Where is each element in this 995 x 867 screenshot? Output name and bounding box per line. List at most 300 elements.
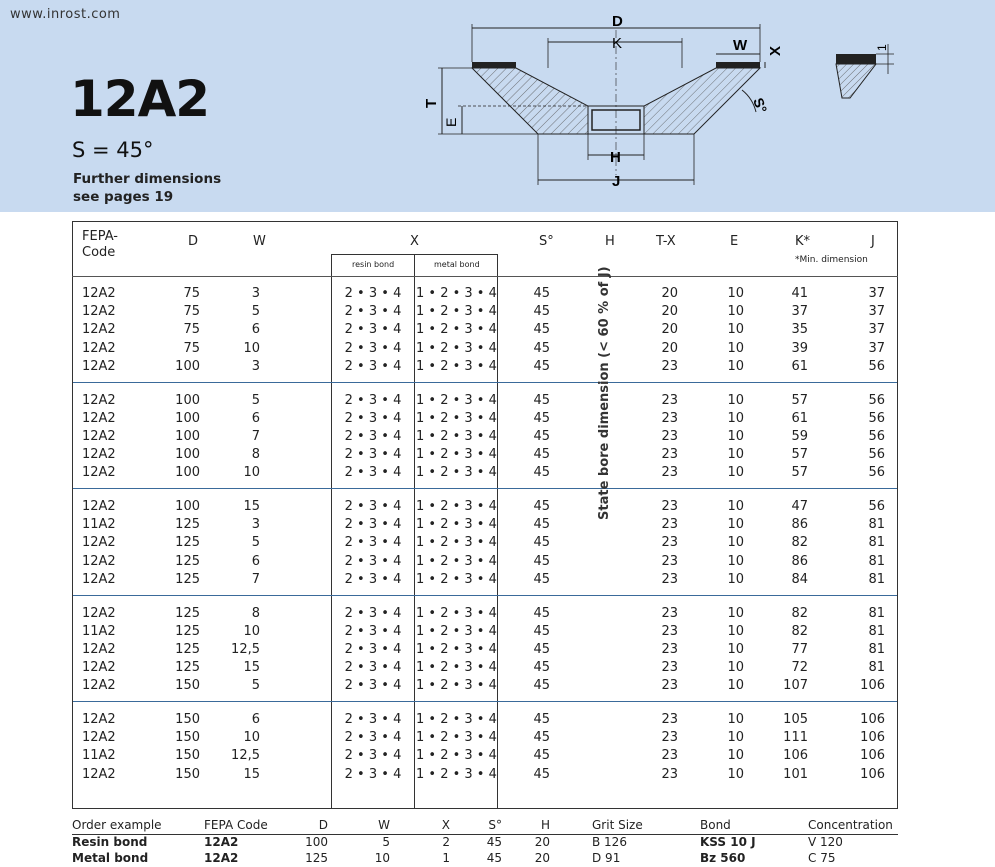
- cell-e: 10: [727, 286, 744, 301]
- cell-fepa-code: 12A2: [82, 322, 116, 338]
- col-d: D: [188, 234, 199, 249]
- cell-fepa-code: 12A2: [82, 660, 116, 676]
- cell-tx: 23: [661, 553, 678, 569]
- order-cell: Bz 560: [700, 851, 746, 865]
- cell-k: 84: [791, 571, 808, 587]
- cell-fepa-code: 11A2: [82, 517, 116, 533]
- order-cell: 100: [305, 835, 328, 849]
- group-divider: [73, 595, 897, 596]
- cell-x-metal: 1 • 2 • 3 • 4: [416, 678, 497, 694]
- cell-fepa-code: 12A2: [82, 712, 116, 727]
- cell-k: 106: [783, 748, 808, 764]
- cell-fepa-code: 11A2: [82, 748, 116, 764]
- page-title: 12A2: [70, 70, 210, 128]
- order-cell: 2: [442, 835, 450, 849]
- cell-k: 82: [791, 535, 808, 551]
- cell-fepa-code: 12A2: [82, 410, 116, 426]
- order-cell: D 91: [592, 851, 621, 865]
- cell-e: 10: [727, 392, 744, 408]
- cell-s: 45: [533, 428, 550, 444]
- label-j: J: [612, 173, 621, 190]
- cell-x-metal: 1 • 2 • 3 • 4: [416, 428, 497, 444]
- cell-j: 81: [868, 605, 885, 621]
- cell-x-metal: 1 • 2 • 3 • 4: [416, 641, 497, 657]
- cell-e: 10: [727, 623, 744, 639]
- cell-w: 6: [251, 553, 260, 569]
- label-one: 1: [875, 44, 889, 51]
- cell-s: 45: [533, 571, 550, 587]
- order-header: Grit Size: [592, 818, 643, 832]
- cell-x-metal: 1 • 2 • 3 • 4: [416, 286, 497, 301]
- cell-k: 41: [791, 286, 808, 301]
- cell-s: 45: [533, 730, 550, 746]
- cell-x-resin: 2 • 3 • 4: [344, 465, 402, 481]
- cell-tx: 23: [661, 660, 678, 676]
- cell-j: 81: [868, 571, 885, 587]
- cell-j: 56: [868, 447, 885, 463]
- cell-s: 45: [533, 304, 550, 320]
- cell-j: 37: [868, 286, 885, 301]
- cell-x-metal: 1 • 2 • 3 • 4: [416, 571, 497, 587]
- cell-x-metal: 1 • 2 • 3 • 4: [416, 535, 497, 551]
- cell-k: 59: [791, 428, 808, 444]
- cell-fepa-code: 11A2: [82, 623, 116, 639]
- cell-d: 125: [175, 571, 200, 587]
- col-fepa-line2: Code: [82, 245, 116, 260]
- cell-e: 10: [727, 535, 744, 551]
- cell-x-metal: 1 • 2 • 3 • 4: [416, 517, 497, 533]
- cell-x-resin: 2 • 3 • 4: [344, 748, 402, 764]
- cell-s: 45: [533, 660, 550, 676]
- cell-x-resin: 2 • 3 • 4: [344, 535, 402, 551]
- cell-tx: 23: [661, 571, 678, 587]
- cell-k: 57: [791, 447, 808, 463]
- cell-j: 106: [860, 730, 885, 746]
- cell-x-metal: 1 • 2 • 3 • 4: [416, 447, 497, 463]
- cell-x-metal: 1 • 2 • 3 • 4: [416, 340, 497, 356]
- cell-d: 150: [175, 678, 200, 694]
- cell-x-metal: 1 • 2 • 3 • 4: [416, 358, 497, 374]
- order-cell: Resin bond: [72, 835, 148, 849]
- cell-x-metal: 1 • 2 • 3 • 4: [416, 712, 497, 727]
- cell-k: 107: [783, 678, 808, 694]
- cell-s: 45: [533, 322, 550, 338]
- group-divider: [73, 382, 897, 383]
- order-cell: V 120: [808, 835, 843, 849]
- cell-tx: 23: [661, 465, 678, 481]
- col-x: X: [410, 234, 419, 249]
- group-divider: [73, 701, 897, 702]
- cell-tx: 23: [661, 748, 678, 764]
- order-cell: C 75: [808, 851, 836, 865]
- order-header: FEPA Code: [204, 818, 268, 832]
- order-cell: 20: [534, 835, 550, 849]
- cell-tx: 23: [661, 358, 678, 374]
- cell-s: 45: [533, 358, 550, 374]
- cell-w: 5: [251, 304, 260, 320]
- cell-s: 45: [533, 641, 550, 657]
- cell-tx: 23: [661, 623, 678, 639]
- cell-e: 10: [727, 322, 744, 338]
- cell-x-resin: 2 • 3 • 4: [344, 340, 402, 356]
- cell-x-metal: 1 • 2 • 3 • 4: [416, 304, 497, 320]
- cell-tx: 23: [661, 428, 678, 444]
- order-header: D: [318, 818, 328, 832]
- cell-e: 10: [727, 517, 744, 533]
- col-fepa-line1: FEPA-: [82, 229, 118, 244]
- cell-j: 37: [868, 322, 885, 338]
- cell-w: 7: [251, 428, 260, 444]
- cell-s: 45: [533, 465, 550, 481]
- cell-e: 10: [727, 447, 744, 463]
- order-header: Bond: [700, 818, 731, 832]
- cell-s: 45: [533, 535, 550, 551]
- cell-w: 3: [251, 517, 260, 533]
- cell-d: 100: [175, 428, 200, 444]
- cell-fepa-code: 12A2: [82, 730, 116, 746]
- cell-w: 12,5: [231, 748, 260, 764]
- col-e: E: [730, 234, 739, 249]
- cell-d: 100: [175, 465, 200, 481]
- cell-w: 7: [251, 571, 260, 587]
- cell-s: 45: [533, 766, 550, 782]
- cell-fepa-code: 12A2: [82, 358, 116, 374]
- cell-s: 45: [533, 392, 550, 408]
- cell-s: 45: [533, 748, 550, 764]
- group-divider: [73, 488, 897, 489]
- cell-d: 125: [175, 553, 200, 569]
- header-divider: [72, 276, 898, 277]
- cell-w: 15: [243, 660, 260, 676]
- cell-d: 125: [175, 641, 200, 657]
- cell-x-resin: 2 • 3 • 4: [344, 641, 402, 657]
- cell-s: 45: [533, 286, 550, 301]
- cell-j: 106: [860, 678, 885, 694]
- cell-e: 10: [727, 678, 744, 694]
- cell-x-metal: 1 • 2 • 3 • 4: [416, 410, 497, 426]
- cell-fepa-code: 12A2: [82, 465, 116, 481]
- label-w: W: [733, 37, 748, 54]
- cell-j: 81: [868, 660, 885, 676]
- cell-w: 3: [251, 286, 260, 301]
- cell-e: 10: [727, 712, 744, 727]
- label-h: H: [610, 149, 621, 166]
- cell-fepa-code: 12A2: [82, 304, 116, 320]
- cell-x-resin: 2 • 3 • 4: [344, 730, 402, 746]
- order-header: W: [378, 818, 390, 832]
- order-header: Concentration: [808, 818, 893, 832]
- cell-k: 47: [791, 499, 808, 514]
- order-cell: 10: [374, 851, 390, 865]
- cell-tx: 20: [661, 286, 678, 301]
- cell-k: 86: [791, 553, 808, 569]
- abrasive-layer-detail-diagram: [828, 40, 898, 100]
- cell-fepa-code: 12A2: [82, 286, 116, 301]
- cell-x-resin: 2 • 3 • 4: [344, 322, 402, 338]
- cell-k: 111: [783, 730, 808, 746]
- cell-fepa-code: 12A2: [82, 428, 116, 444]
- label-d: D: [612, 13, 623, 30]
- cell-x-resin: 2 • 3 • 4: [344, 392, 402, 408]
- further-line-1: Further dimensions: [73, 171, 222, 187]
- wheel-cross-section-diagram: [420, 10, 800, 190]
- cell-j: 81: [868, 553, 885, 569]
- cell-tx: 20: [661, 340, 678, 356]
- cell-d: 100: [175, 499, 200, 514]
- cell-w: 6: [251, 410, 260, 426]
- cell-x-resin: 2 • 3 • 4: [344, 571, 402, 587]
- label-e: E: [443, 117, 459, 127]
- cell-fepa-code: 12A2: [82, 678, 116, 694]
- x-col-right-border: [497, 254, 498, 809]
- further-dimensions-note: [73, 170, 221, 206]
- order-cell: 12A2: [204, 835, 239, 849]
- cell-x-metal: 1 • 2 • 3 • 4: [416, 623, 497, 639]
- cell-x-metal: 1 • 2 • 3 • 4: [416, 766, 497, 782]
- x-col-divider: [414, 254, 415, 809]
- vertical-bore-note: State bore dimension (< 60 % of J): [597, 266, 612, 520]
- cell-e: 10: [727, 499, 744, 514]
- cell-tx: 23: [661, 678, 678, 694]
- cell-e: 10: [727, 410, 744, 426]
- order-cell: 20: [534, 851, 550, 865]
- cell-tx: 20: [661, 322, 678, 338]
- cell-d: 75: [183, 322, 200, 338]
- cell-x-resin: 2 • 3 • 4: [344, 623, 402, 639]
- col-h: H: [605, 234, 615, 249]
- label-t: T: [423, 98, 440, 108]
- cell-d: 75: [183, 286, 200, 301]
- cell-d: 125: [175, 605, 200, 621]
- cell-k: 57: [791, 392, 808, 408]
- order-cell: B 126: [592, 835, 627, 849]
- cell-j: 81: [868, 641, 885, 657]
- order-cell: 12A2: [204, 851, 239, 865]
- cell-tx: 23: [661, 499, 678, 514]
- cell-x-resin: 2 • 3 • 4: [344, 499, 402, 514]
- order-cell: 1: [442, 851, 450, 865]
- cell-s: 45: [533, 605, 550, 621]
- order-header: Order example: [72, 818, 162, 832]
- label-k: K: [612, 35, 623, 52]
- cell-d: 100: [175, 392, 200, 408]
- col-tx: T-X: [656, 234, 676, 249]
- cell-s: 45: [533, 499, 550, 514]
- cell-k: 86: [791, 517, 808, 533]
- cell-e: 10: [727, 304, 744, 320]
- cell-k: 61: [791, 410, 808, 426]
- cell-fepa-code: 12A2: [82, 553, 116, 569]
- cell-x-resin: 2 • 3 • 4: [344, 428, 402, 444]
- cell-x-resin: 2 • 3 • 4: [344, 678, 402, 694]
- cell-k: 37: [791, 304, 808, 320]
- cell-x-metal: 1 • 2 • 3 • 4: [416, 465, 497, 481]
- cell-k: 101: [783, 766, 808, 782]
- cell-s: 45: [533, 623, 550, 639]
- cell-e: 10: [727, 358, 744, 374]
- cell-tx: 23: [661, 605, 678, 621]
- cell-fepa-code: 12A2: [82, 447, 116, 463]
- cell-e: 10: [727, 340, 744, 356]
- cell-tx: 23: [661, 517, 678, 533]
- site-url: www.inrost.com: [10, 7, 121, 22]
- order-header: S°: [488, 818, 502, 832]
- cell-x-resin: 2 • 3 • 4: [344, 553, 402, 569]
- order-cell: KSS 10 J: [700, 835, 756, 849]
- cell-j: 56: [868, 392, 885, 408]
- col-w: W: [253, 234, 266, 249]
- further-line-2: see pages 19: [73, 189, 174, 205]
- cell-w: 6: [251, 712, 260, 727]
- col-j: J: [871, 234, 875, 249]
- cell-x-metal: 1 • 2 • 3 • 4: [416, 322, 497, 338]
- cell-k: 72: [791, 660, 808, 676]
- cell-d: 100: [175, 358, 200, 374]
- cell-e: 10: [727, 766, 744, 782]
- cell-tx: 23: [661, 392, 678, 408]
- order-cell: Metal bond: [72, 851, 149, 865]
- cell-s: 45: [533, 410, 550, 426]
- cell-tx: 23: [661, 730, 678, 746]
- cell-x-resin: 2 • 3 • 4: [344, 712, 402, 727]
- cell-x-metal: 1 • 2 • 3 • 4: [416, 730, 497, 746]
- cell-fepa-code: 12A2: [82, 571, 116, 587]
- cell-k: 105: [783, 712, 808, 727]
- subhead-metal-bond: metal bond: [434, 260, 480, 269]
- cell-x-resin: 2 • 3 • 4: [344, 447, 402, 463]
- cell-w: 15: [243, 766, 260, 782]
- x-col-left-border: [331, 254, 332, 809]
- cell-d: 150: [175, 730, 200, 746]
- cell-x-metal: 1 • 2 • 3 • 4: [416, 499, 497, 514]
- cell-x-resin: 2 • 3 • 4: [344, 286, 402, 301]
- cell-x-metal: 1 • 2 • 3 • 4: [416, 553, 497, 569]
- cell-x-resin: 2 • 3 • 4: [344, 605, 402, 621]
- cell-j: 81: [868, 623, 885, 639]
- cell-x-resin: 2 • 3 • 4: [344, 358, 402, 374]
- cell-s: 45: [533, 553, 550, 569]
- cell-s: 45: [533, 678, 550, 694]
- cell-d: 125: [175, 660, 200, 676]
- cell-tx: 23: [661, 766, 678, 782]
- cell-w: 10: [243, 465, 260, 481]
- cell-fepa-code: 12A2: [82, 499, 116, 514]
- cell-j: 106: [860, 712, 885, 727]
- cell-tx: 23: [661, 535, 678, 551]
- cell-fepa-code: 12A2: [82, 535, 116, 551]
- cell-x-resin: 2 • 3 • 4: [344, 304, 402, 320]
- cell-j: 37: [868, 304, 885, 320]
- cell-k: 35: [791, 322, 808, 338]
- cell-k: 61: [791, 358, 808, 374]
- cell-e: 10: [727, 605, 744, 621]
- cell-w: 15: [243, 499, 260, 514]
- cell-j: 56: [868, 410, 885, 426]
- k-footnote: *Min. dimension: [795, 255, 868, 265]
- cell-d: 100: [175, 447, 200, 463]
- cell-w: 10: [243, 730, 260, 746]
- cell-fepa-code: 12A2: [82, 392, 116, 408]
- cell-d: 125: [175, 517, 200, 533]
- cell-fepa-code: 12A2: [82, 340, 116, 356]
- cell-e: 10: [727, 730, 744, 746]
- cell-s: 45: [533, 447, 550, 463]
- cell-x-metal: 1 • 2 • 3 • 4: [416, 392, 497, 408]
- cell-x-resin: 2 • 3 • 4: [344, 410, 402, 426]
- order-header: X: [441, 818, 450, 832]
- label-s: S°: [750, 95, 771, 116]
- cell-e: 10: [727, 641, 744, 657]
- cell-k: 77: [791, 641, 808, 657]
- order-cell: 5: [382, 835, 390, 849]
- order-cell: 45: [486, 835, 502, 849]
- cell-j: 106: [860, 748, 885, 764]
- cell-j: 37: [868, 340, 885, 356]
- cell-k: 82: [791, 605, 808, 621]
- cell-k: 57: [791, 465, 808, 481]
- order-cell: 45: [486, 851, 502, 865]
- cell-j: 56: [868, 428, 885, 444]
- cell-w: 8: [251, 605, 260, 621]
- cell-fepa-code: 12A2: [82, 766, 116, 782]
- cell-tx: 23: [661, 447, 678, 463]
- cell-j: 56: [868, 465, 885, 481]
- cell-x-resin: 2 • 3 • 4: [344, 766, 402, 782]
- cell-d: 75: [183, 340, 200, 356]
- cell-d: 150: [175, 712, 200, 727]
- cell-d: 125: [175, 535, 200, 551]
- cell-fepa-code: 12A2: [82, 605, 116, 621]
- cell-j: 56: [868, 358, 885, 374]
- cell-w: 10: [243, 340, 260, 356]
- order-cell: 125: [305, 851, 328, 865]
- cell-d: 100: [175, 410, 200, 426]
- cell-s: 45: [533, 517, 550, 533]
- cell-w: 8: [251, 447, 260, 463]
- cell-s: 45: [533, 712, 550, 727]
- cell-e: 10: [727, 428, 744, 444]
- label-x: X: [767, 45, 784, 56]
- cell-w: 5: [251, 535, 260, 551]
- cell-tx: 23: [661, 641, 678, 657]
- cell-e: 10: [727, 660, 744, 676]
- col-fepa-code: [82, 229, 118, 261]
- cell-tx: 23: [661, 410, 678, 426]
- subhead-resin-bond: resin bond: [352, 260, 395, 269]
- cell-j: 56: [868, 499, 885, 514]
- cell-w: 3: [251, 358, 260, 374]
- cell-tx: 20: [661, 304, 678, 320]
- cell-j: 81: [868, 517, 885, 533]
- cell-j: 106: [860, 766, 885, 782]
- cell-w: 6: [251, 322, 260, 338]
- cell-w: 12,5: [231, 641, 260, 657]
- cell-w: 10: [243, 623, 260, 639]
- cell-w: 5: [251, 678, 260, 694]
- cell-x-metal: 1 • 2 • 3 • 4: [416, 748, 497, 764]
- cell-e: 10: [727, 465, 744, 481]
- cell-tx: 23: [661, 712, 678, 727]
- col-s: S°: [539, 234, 554, 249]
- cell-x-metal: 1 • 2 • 3 • 4: [416, 660, 497, 676]
- angle-spec: S = 45°: [72, 138, 154, 162]
- order-header: H: [540, 818, 550, 832]
- cell-x-metal: 1 • 2 • 3 • 4: [416, 605, 497, 621]
- cell-d: 75: [183, 304, 200, 320]
- col-k: K*: [795, 234, 811, 249]
- cell-d: 150: [175, 748, 200, 764]
- cell-w: 5: [251, 392, 260, 408]
